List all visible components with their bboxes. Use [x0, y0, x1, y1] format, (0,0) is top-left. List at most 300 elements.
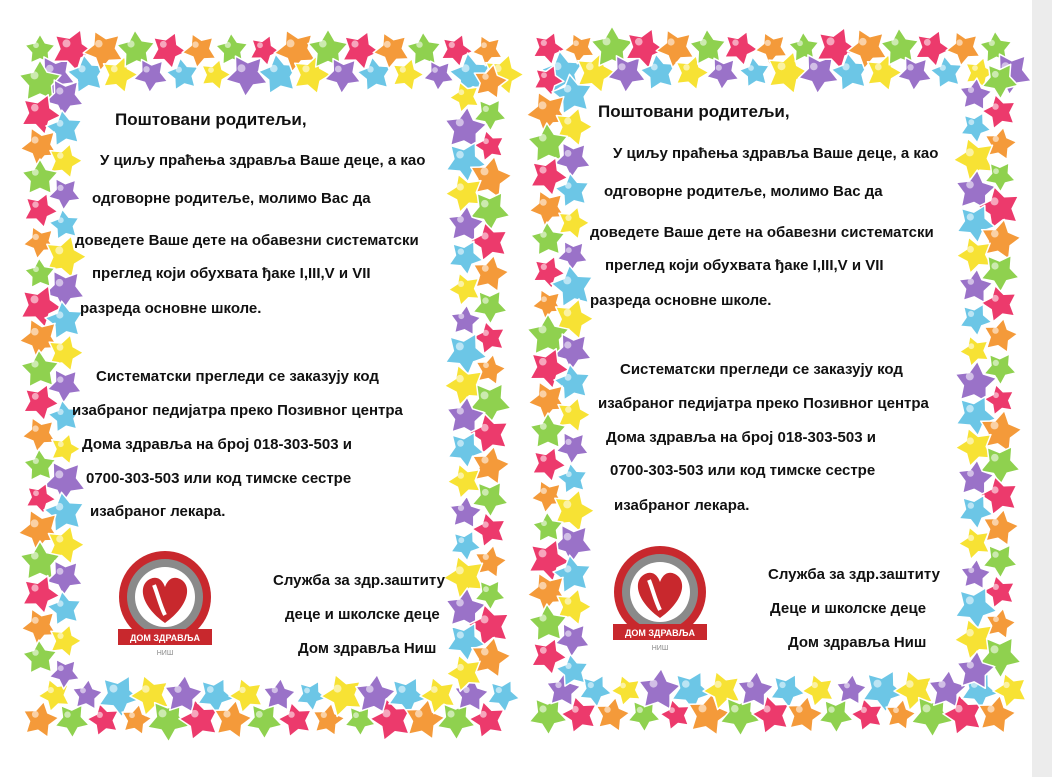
star-highlight — [637, 707, 643, 713]
star-shape — [472, 513, 505, 547]
star-highlight — [993, 616, 999, 622]
star-highlight — [992, 519, 999, 526]
star-highlight — [991, 645, 999, 653]
body-line: преглед који обухвата ђаке I,III,V и VII — [605, 257, 884, 274]
star-highlight — [48, 687, 54, 693]
star-highlight — [64, 711, 70, 717]
star-highlight — [482, 489, 489, 496]
body-line: Систематски прегледи се заказују код — [620, 361, 903, 378]
star-highlight — [635, 38, 643, 46]
star-highlight — [967, 661, 974, 668]
star-highlight — [940, 65, 946, 71]
star-highlight — [31, 136, 38, 143]
star-highlight — [810, 63, 818, 71]
star-highlight — [33, 490, 39, 496]
body-line: У циљу праћења здравља Ваше деце, а као — [613, 145, 939, 162]
star-highlight — [827, 37, 835, 45]
star-highlight — [714, 681, 721, 688]
star-shape — [22, 159, 58, 193]
star-highlight — [992, 327, 998, 333]
star-highlight — [367, 66, 373, 72]
star-highlight — [483, 106, 489, 112]
star-highlight — [564, 85, 572, 93]
star-shape — [530, 413, 566, 447]
star-highlight — [458, 313, 464, 319]
star-shape — [720, 698, 760, 736]
star-highlight — [457, 407, 464, 414]
star-shape — [23, 227, 55, 259]
star-shape — [24, 449, 56, 480]
star-highlight — [603, 37, 611, 45]
star-highlight — [565, 439, 571, 445]
star-highlight — [588, 682, 594, 688]
star-highlight — [968, 343, 974, 349]
star-highlight — [565, 150, 572, 157]
logo-city: НИШ — [651, 645, 669, 652]
star-highlight — [682, 680, 690, 688]
star-highlight — [456, 566, 464, 574]
star-highlight — [384, 41, 391, 48]
body-line: разреда основне школе. — [590, 292, 772, 309]
star-highlight — [57, 568, 64, 575]
star-highlight — [966, 405, 974, 413]
star-highlight — [31, 584, 38, 591]
star-highlight — [33, 42, 39, 48]
star-highlight — [650, 680, 658, 688]
star-highlight — [938, 681, 945, 688]
star-highlight — [563, 276, 571, 284]
star-highlight — [457, 216, 464, 223]
logo-label: ДОМ ЗДРАВЉА — [129, 633, 201, 643]
star-highlight — [539, 705, 546, 712]
star-highlight — [763, 705, 770, 712]
star-highlight — [778, 62, 786, 70]
star-highlight — [366, 685, 374, 693]
star-shape — [953, 138, 993, 180]
star-highlight — [967, 213, 974, 220]
star-highlight — [257, 42, 263, 48]
star-highlight — [58, 441, 64, 447]
star-highlight — [541, 296, 547, 302]
star-highlight — [564, 117, 571, 124]
star-highlight — [480, 711, 487, 718]
body-line: 0700-303-503 или код тимске сестре — [86, 470, 352, 487]
star-shape — [448, 273, 479, 305]
star-highlight — [966, 148, 974, 156]
star-highlight — [972, 65, 978, 71]
star-highlight — [447, 710, 454, 717]
star-highlight — [968, 119, 974, 125]
star-highlight — [481, 167, 489, 175]
star-highlight — [956, 39, 962, 45]
star-highlight — [225, 42, 231, 48]
star-highlight — [540, 199, 547, 206]
body-line: Дома здравља на број 018-303-503 и — [606, 429, 876, 446]
star-highlight — [483, 362, 489, 368]
body-line: изабраног лекара. — [90, 503, 226, 520]
body-line: разреда основне школе. — [80, 300, 262, 317]
star-shape — [447, 464, 480, 498]
star-highlight — [992, 295, 999, 302]
star-highlight — [991, 197, 999, 205]
star-highlight — [432, 67, 438, 73]
star-highlight — [160, 41, 167, 48]
star-highlight — [565, 406, 571, 412]
signature-line: Дом здравља Ниш — [788, 634, 927, 651]
star-highlight — [565, 215, 571, 221]
star-highlight — [192, 41, 198, 47]
star-highlight — [174, 686, 181, 693]
star-shape — [474, 131, 504, 161]
star-highlight — [566, 471, 572, 477]
star-highlight — [966, 629, 974, 637]
star-shape — [488, 680, 520, 712]
star-highlight — [967, 470, 974, 477]
body-line: изабраног педијатра преко Позивног центра — [598, 395, 929, 412]
star-highlight — [483, 330, 489, 336]
star-highlight — [563, 500, 571, 508]
star-highlight — [272, 687, 278, 693]
star-shape — [472, 36, 502, 66]
star-highlight — [987, 705, 994, 712]
star-highlight — [287, 39, 295, 47]
star-shape — [984, 385, 1014, 415]
star-highlight — [457, 664, 464, 671]
star-shape — [23, 640, 57, 673]
star-highlight — [541, 488, 547, 494]
star-highlight — [620, 683, 626, 689]
star-highlight — [991, 262, 998, 269]
star-highlight — [541, 40, 547, 46]
star-highlight — [457, 440, 464, 447]
star-highlight — [748, 65, 754, 71]
star-shape — [531, 481, 563, 513]
star-highlight — [564, 565, 571, 572]
star-highlight — [779, 682, 785, 688]
star-highlight — [223, 710, 230, 717]
star-highlight — [565, 598, 572, 605]
star-highlight — [458, 281, 464, 287]
star-highlight — [481, 391, 489, 399]
star-highlight — [431, 686, 438, 693]
signature-line: Деце и школске деце — [770, 600, 927, 617]
star-shape — [202, 60, 231, 90]
star-highlight — [449, 42, 455, 48]
star-highlight — [33, 234, 39, 240]
star-highlight — [127, 40, 134, 47]
star-highlight — [159, 709, 167, 717]
star-highlight — [700, 39, 707, 46]
star-highlight — [539, 101, 547, 109]
body-line: 0700-303-503 или код тимске сестре — [610, 462, 876, 479]
star-highlight — [58, 217, 64, 223]
star-highlight — [456, 342, 464, 350]
star-highlight — [458, 537, 464, 543]
star-highlight — [604, 706, 610, 712]
star-highlight — [238, 64, 246, 72]
star-highlight — [828, 706, 834, 712]
star-highlight — [907, 64, 913, 70]
star-highlight — [207, 686, 214, 693]
star-highlight — [539, 549, 547, 557]
body-line: изабраног педијатра преко Позивног центра — [72, 402, 403, 419]
body-line: Дома здравља на број 018-303-503 и — [82, 436, 352, 453]
star-highlight — [993, 584, 999, 590]
star-highlight — [458, 89, 464, 95]
star-shape — [771, 675, 805, 709]
star-highlight — [142, 685, 150, 693]
star-highlight — [57, 185, 63, 191]
star-shape — [836, 674, 866, 704]
star-highlight — [993, 360, 999, 366]
star-highlight — [564, 309, 572, 317]
star-highlight — [31, 519, 39, 527]
greeting: Поштовани родитељи, — [598, 102, 790, 121]
star-highlight — [651, 64, 658, 71]
star-shape — [22, 418, 56, 452]
star-highlight — [32, 169, 39, 176]
star-shape — [246, 704, 282, 739]
star-highlight — [875, 64, 882, 71]
star-highlight — [874, 680, 882, 688]
star-shape — [134, 60, 168, 93]
star-highlight — [483, 554, 489, 560]
star-highlight — [540, 423, 547, 430]
star-highlight — [456, 375, 464, 383]
star-highlight — [288, 711, 294, 717]
star-highlight — [924, 39, 931, 46]
star-shape — [437, 704, 475, 741]
star-highlight — [573, 40, 579, 46]
star-highlight — [992, 71, 999, 78]
signature-line: Служба за здр.заштиту — [768, 566, 940, 583]
star-highlight — [57, 409, 63, 415]
star-highlight — [797, 40, 803, 46]
star-shape — [556, 433, 588, 464]
star-highlight — [111, 66, 118, 73]
star-shape — [946, 32, 980, 66]
star-highlight — [31, 328, 39, 336]
star-highlight — [33, 266, 39, 272]
star-highlight — [319, 40, 327, 48]
star-highlight — [58, 665, 64, 671]
star-shape — [531, 222, 565, 255]
star-highlight — [383, 709, 391, 717]
star-highlight — [304, 688, 310, 694]
star-highlight — [586, 63, 594, 71]
star-highlight — [31, 104, 39, 112]
star-highlight — [78, 65, 85, 72]
star-shape — [707, 58, 739, 89]
star-highlight — [812, 682, 818, 688]
star-highlight — [143, 66, 149, 72]
star-shape — [87, 704, 118, 736]
star-highlight — [481, 615, 489, 623]
star-highlight — [416, 41, 422, 47]
star-shape — [529, 699, 567, 736]
star-highlight — [481, 42, 487, 48]
star-highlight — [56, 279, 64, 287]
star-highlight — [539, 358, 547, 366]
star-highlight — [321, 712, 327, 718]
star-highlight — [456, 151, 464, 159]
star-highlight — [564, 341, 571, 348]
star-highlight — [481, 648, 489, 656]
star-highlight — [732, 39, 738, 45]
star-highlight — [747, 681, 754, 688]
star-highlight — [842, 63, 849, 70]
star-highlight — [32, 425, 38, 431]
star-highlight — [270, 65, 278, 73]
star-highlight — [844, 683, 850, 689]
star-highlight — [57, 376, 63, 382]
star-highlight — [496, 687, 502, 693]
star-highlight — [968, 502, 974, 508]
star-highlight — [483, 138, 489, 144]
star-highlight — [176, 67, 182, 73]
star-highlight — [458, 248, 464, 254]
star-highlight — [716, 65, 722, 71]
star-highlight — [540, 455, 546, 461]
logo-label: ДОМ ЗДРАВЉА — [624, 628, 696, 638]
body-line: доведете Ваше дете на обавезни систематски — [75, 232, 419, 249]
star-shape — [48, 179, 80, 210]
star-highlight — [667, 38, 674, 45]
star-highlight — [539, 582, 547, 590]
star-highlight — [955, 705, 963, 713]
star-highlight — [55, 246, 63, 254]
body-line: доведете Ваше дете на обавезни систематски — [590, 224, 934, 241]
star-highlight — [57, 344, 64, 351]
star-highlight — [32, 393, 39, 400]
star-highlight — [95, 40, 103, 48]
star-shape — [325, 59, 361, 94]
star-highlight — [458, 472, 464, 478]
star-highlight — [993, 168, 999, 174]
star-highlight — [906, 680, 914, 688]
star-highlight — [966, 596, 974, 604]
star-highlight — [56, 535, 63, 542]
star-highlight — [457, 631, 464, 638]
body-line: изабраног лекара. — [614, 497, 750, 514]
star-highlight — [31, 552, 39, 560]
body-line: одговорне родитеље, молимо Вас да — [604, 183, 883, 200]
star-highlight — [482, 297, 488, 303]
star-highlight — [669, 707, 675, 713]
star-highlight — [539, 390, 546, 397]
star-shape — [226, 56, 268, 97]
star-shape — [555, 624, 589, 657]
signature-line: Служба за здр.заштиту — [273, 572, 445, 589]
star-highlight — [400, 67, 406, 73]
star-highlight — [539, 166, 546, 173]
star-shape — [898, 58, 932, 91]
star-highlight — [398, 686, 405, 693]
star-highlight — [859, 38, 867, 46]
star-highlight — [415, 710, 423, 718]
star-highlight — [923, 704, 931, 712]
star-highlight — [967, 246, 974, 253]
star-highlight — [456, 599, 464, 607]
star-shape — [564, 34, 594, 64]
star-highlight — [564, 533, 572, 541]
star-highlight — [457, 183, 464, 190]
star-highlight — [482, 521, 488, 527]
star-highlight — [968, 87, 974, 93]
star-highlight — [302, 65, 309, 72]
star-highlight — [129, 712, 135, 718]
star-highlight — [541, 72, 547, 78]
star-highlight — [481, 456, 488, 463]
star-highlight — [991, 454, 999, 462]
star-highlight — [683, 64, 689, 70]
star-highlight — [991, 230, 999, 238]
star-highlight — [966, 372, 974, 380]
body-line: Систематски прегледи се заказују код — [96, 368, 379, 385]
star-highlight — [351, 40, 358, 47]
star-highlight — [565, 663, 571, 669]
dom-zdravlja-logo — [605, 540, 715, 658]
star-highlight — [239, 687, 245, 693]
star-highlight — [541, 264, 547, 270]
star-highlight — [335, 66, 342, 73]
star-highlight — [31, 71, 39, 79]
star-highlight — [32, 711, 39, 718]
star-highlight — [565, 630, 571, 636]
star-highlight — [31, 295, 39, 303]
star-highlight — [968, 278, 974, 284]
star-highlight — [57, 633, 63, 639]
star-highlight — [968, 311, 974, 317]
star-highlight — [32, 201, 38, 207]
star-highlight — [482, 73, 488, 79]
star-shape — [557, 241, 587, 271]
dom-zdravlja-logo — [110, 545, 220, 663]
body-line: У циљу праћења здравља Ваше деце, а као — [100, 152, 426, 169]
star-highlight — [966, 181, 974, 189]
star-shape — [72, 679, 102, 709]
star-highlight — [731, 705, 739, 713]
star-highlight — [555, 682, 561, 688]
star-highlight — [796, 706, 803, 713]
star-shape — [373, 33, 409, 69]
star-highlight — [989, 40, 995, 46]
star-highlight — [565, 374, 572, 381]
star-highlight — [572, 706, 579, 713]
star-highlight — [540, 647, 547, 654]
star-highlight — [57, 152, 63, 158]
star-shape — [55, 705, 89, 738]
star-highlight — [56, 311, 63, 318]
star-highlight — [458, 505, 464, 511]
star-highlight — [540, 231, 546, 237]
star-highlight — [56, 87, 63, 94]
star-highlight — [699, 704, 707, 712]
star-highlight — [992, 103, 998, 109]
star-shape — [959, 336, 988, 366]
star-shape — [819, 700, 853, 733]
star-highlight — [33, 458, 39, 464]
star-highlight — [481, 424, 489, 432]
star-shape — [424, 61, 454, 90]
greeting: Поштовани родитељи, — [115, 110, 307, 129]
star-highlight — [456, 118, 464, 126]
star-shape — [345, 707, 376, 736]
star-shape — [25, 34, 55, 63]
star-highlight — [992, 551, 998, 557]
body-line: одговорне родитеље, молимо Вас да — [92, 190, 371, 207]
star-highlight — [56, 503, 64, 511]
